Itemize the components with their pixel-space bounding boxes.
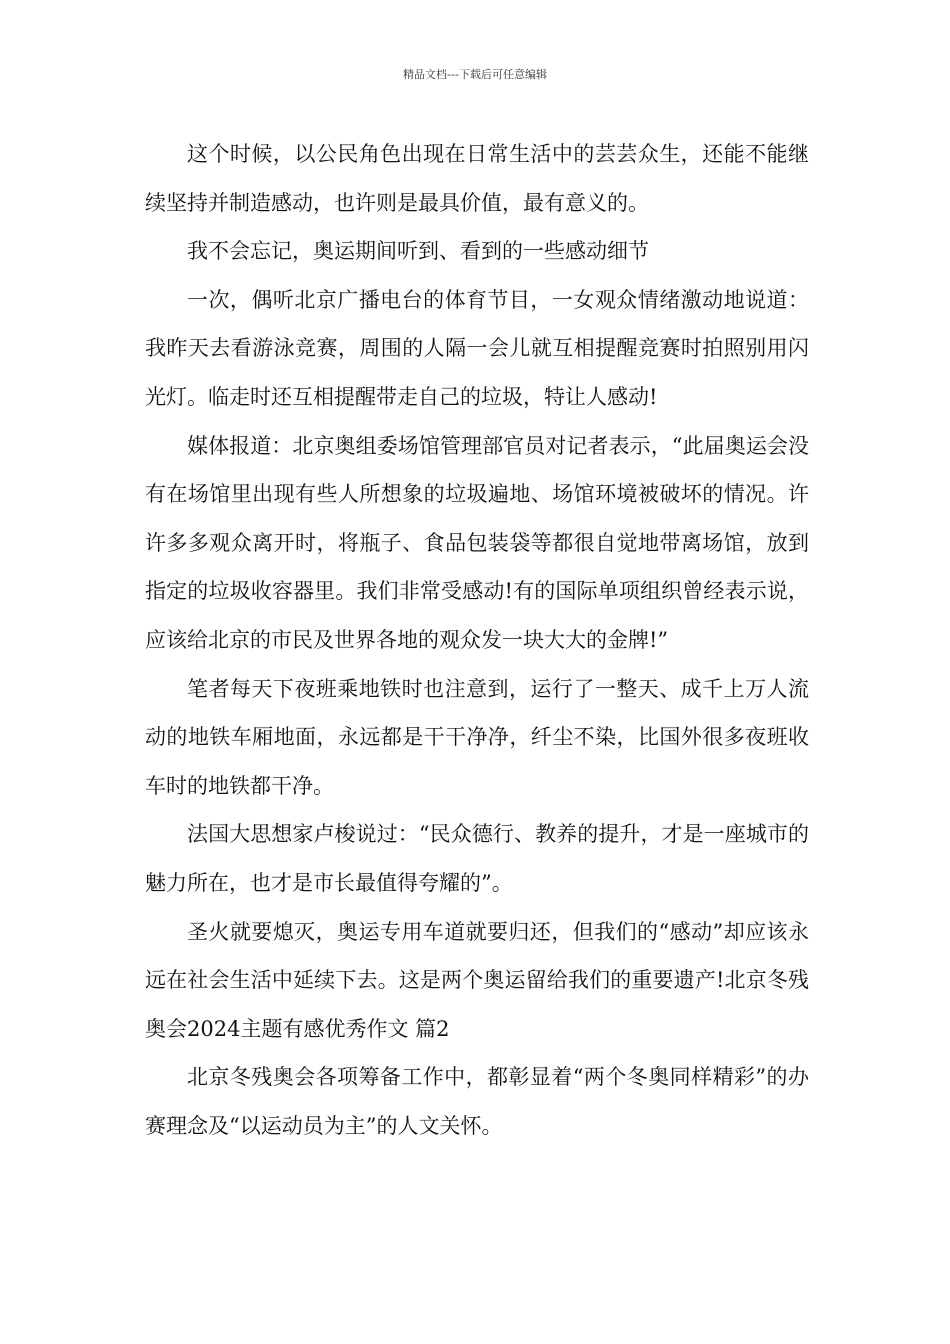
document-body — [145, 130, 809, 1150]
page-header: 精品文档---下载后可任意编辑 — [403, 68, 547, 81]
paragraph-8: 北京冬残奥会各项筹备工作中，都彰显着“两个冬奥同样精彩”的办赛理念及“以运动员为主”的人文关怀。 — [145, 1065, 809, 1138]
paragraph-5: 笔者每天下夜班乘地铁时也注意到，运行了一整天、成千上万人流动的地铁车厢地面，永远都是干干净净，纤尘不染，比国外很多夜班收车时的地铁都干净。 — [145, 676, 809, 798]
paragraph-6: 法国大思想家卢梭说过：“民众德行、教养的提升，才是一座城市的魅力所在，也才是市长最值得夸耀的”。 — [145, 822, 809, 895]
paragraph-1: 这个时候，以公民角色出现在日常生活中的芸芸众生，还能不能继续坚持并制造感动，也许则是最具价值，最有意义的。 — [145, 142, 809, 215]
paragraph-7: 圣火就要熄灭，奥运专用车道就要归还，但我们的“感动”却应该永远在社会生活中延续下去。这是两个奥运留给我们的重要遗产!北京冬残奥会2024主题有感优秀作文 篇2 — [145, 919, 809, 1041]
paragraph-4: 媒体报道：北京奥组委场馆管理部官员对记者表示，“此届奥运会没有在场馆里出现有些人所想象的垃圾遍地、场馆环境被破坏的情况。许许多多观众离开时，将瓶子、食品包装袋等都很自觉地带离场馆，放到指定的垃圾收容器里。我们非常受感动!有的国际单项组织曾经表示说，应该给北京的市民及世界各地的观众发一块大大的金牌!” — [145, 433, 809, 652]
paragraph-2: 我不会忘记，奥运期间听到、看到的一些感动细节 — [187, 239, 649, 264]
paragraph-3: 一次，偶听北京广播电台的体育节目，一女观众情绪激动地说道：我昨天去看游泳竞赛，周围的人隔一会儿就互相提醒竞赛时拍照别用闪光灯。临走时还互相提醒带走自己的垃圾，特让人感动! — [145, 287, 809, 409]
